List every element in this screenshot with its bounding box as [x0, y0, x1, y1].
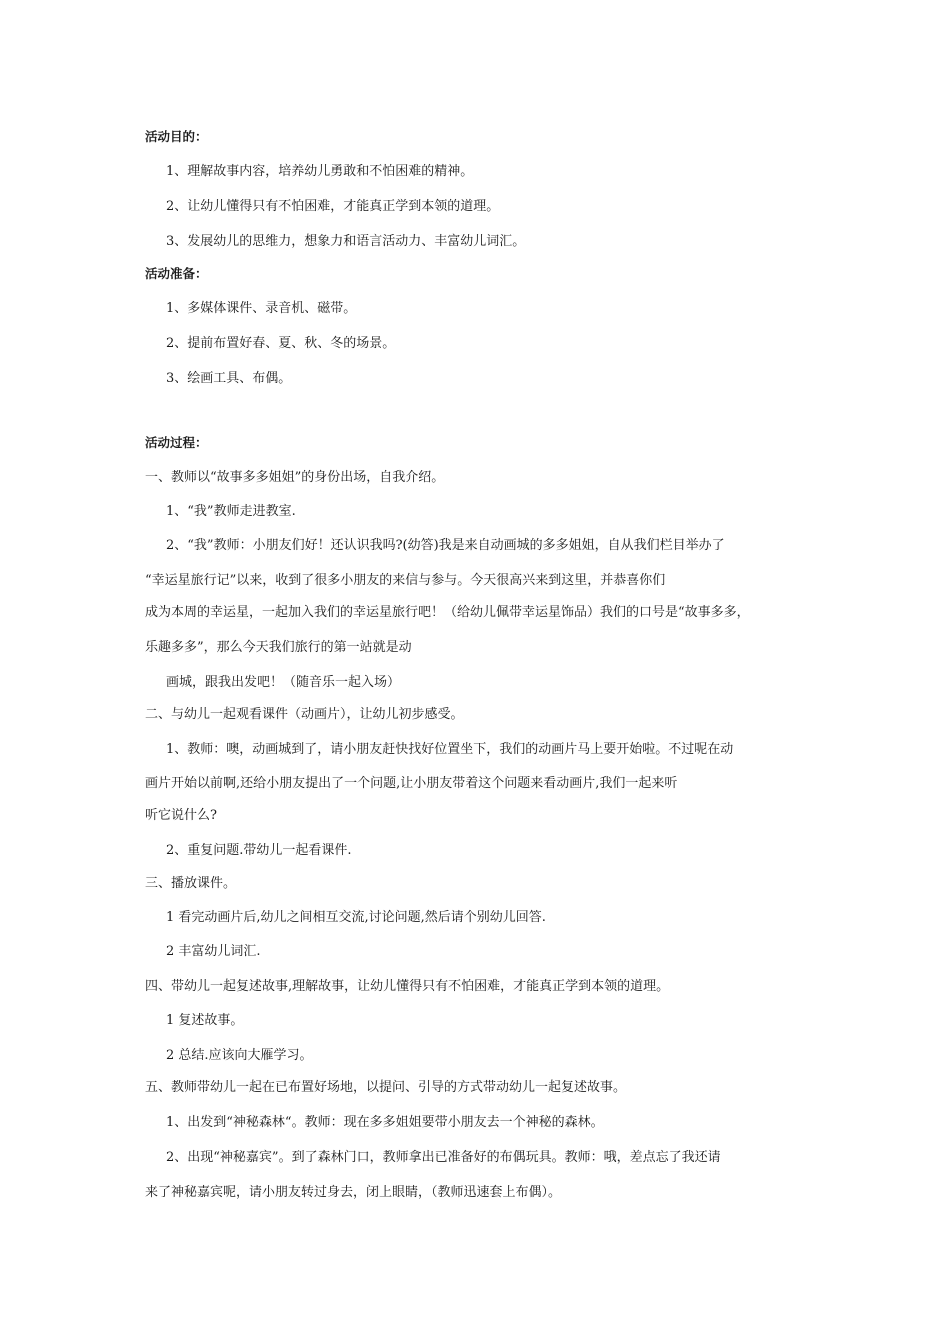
process-line: 四、带幼儿一起复述故事,理解故事，让幼儿懂得只有不怕困难，才能真正学到本领的道理。 [145, 979, 670, 994]
preparation-item: 1、多媒体课件、录音机、磁带。 [166, 301, 357, 316]
process-line: 一、教师以“故事多多姐姐”的身份出场，自我介绍。 [145, 470, 445, 485]
process-line: 来了神秘嘉宾呢，请小朋友转过身去，闭上眼睛，（教师迅速套上布偶）。 [145, 1185, 562, 1200]
goal-item: 3、发展幼儿的思维力，想象力和语言活动力、丰富幼儿词汇。 [166, 234, 526, 249]
process-line: 2 丰富幼儿词汇. [166, 944, 261, 959]
preparation-heading: 活动准备： [145, 266, 208, 281]
process-line: 1、出发到“神秘森林“。教师：现在多多姐姐要带小朋友去一个神秘的森林。 [166, 1115, 604, 1130]
goals-heading: 活动目的： [145, 129, 208, 144]
process-line: 1 看完动画片后,幼儿之间相互交流,讨论问题,然后请个别幼儿回答. [166, 910, 546, 925]
goal-item: 2、让幼儿懂得只有不怕困难，才能真正学到本领的道理。 [166, 199, 500, 214]
process-line: 2 总结.应该向大雁学习。 [166, 1048, 313, 1063]
process-line: 五、教师带幼儿一起在已布置好场地，以提问、引导的方式带动幼儿一起复述故事。 [145, 1080, 627, 1095]
preparation-item: 3、绘画工具、布偶。 [166, 371, 292, 386]
process-line: 2、重复问题.带幼儿一起看课件. [166, 843, 352, 858]
preparation-item: 2、提前布置好春、夏、秋、冬的场景。 [166, 336, 396, 351]
process-line: 乐趣多多”，那么今天我们旅行的第一站就是动 [145, 640, 412, 655]
goal-item: 1、理解故事内容，培养幼儿勇敢和不怕困难的精神。 [166, 164, 474, 179]
process-line: 2、“我”教师：小朋友们好！还认识我吗?(幼答)我是来自动画城的多多姐姐，自从我们栏目举办了 [166, 538, 725, 553]
process-line: 1、教师：噢，动画城到了，请小朋友赶快找好位置坐下，我们的动画片马上要开始啦。不过呢在动 [166, 742, 734, 757]
process-line: 1、“我”教师走进教室. [166, 504, 296, 519]
process-line: 三、播放课件。 [145, 876, 237, 891]
process-line: “幸运星旅行记”以来，收到了很多小朋友的来信与参与。今天很高兴来到这里，并恭喜你们 [145, 573, 666, 588]
process-line: 听它说什么? [145, 808, 217, 823]
process-line: 画片开始以前啊,还给小朋友提出了一个问题,让小朋友带着这个问题来看动画片,我们一起来听 [145, 776, 678, 791]
process-heading: 活动过程： [145, 435, 208, 450]
process-line: 2、出现“神秘嘉宾”。到了森林门口，教师拿出已准备好的布偶玩具。教师：哦，差点忘了我还请 [166, 1150, 721, 1165]
process-line: 成为本周的幸运星，一起加入我们的幸运星旅行吧！（给幼儿佩带幸运星饰品）我们的口号是“故事多多， [145, 605, 750, 620]
process-line: 二、与幼儿一起观看课件（动画片），让幼儿初步感受。 [145, 707, 464, 722]
process-line: 画城，跟我出发吧！（随音乐一起入场） [166, 675, 401, 690]
process-line: 1 复述故事。 [166, 1013, 244, 1028]
